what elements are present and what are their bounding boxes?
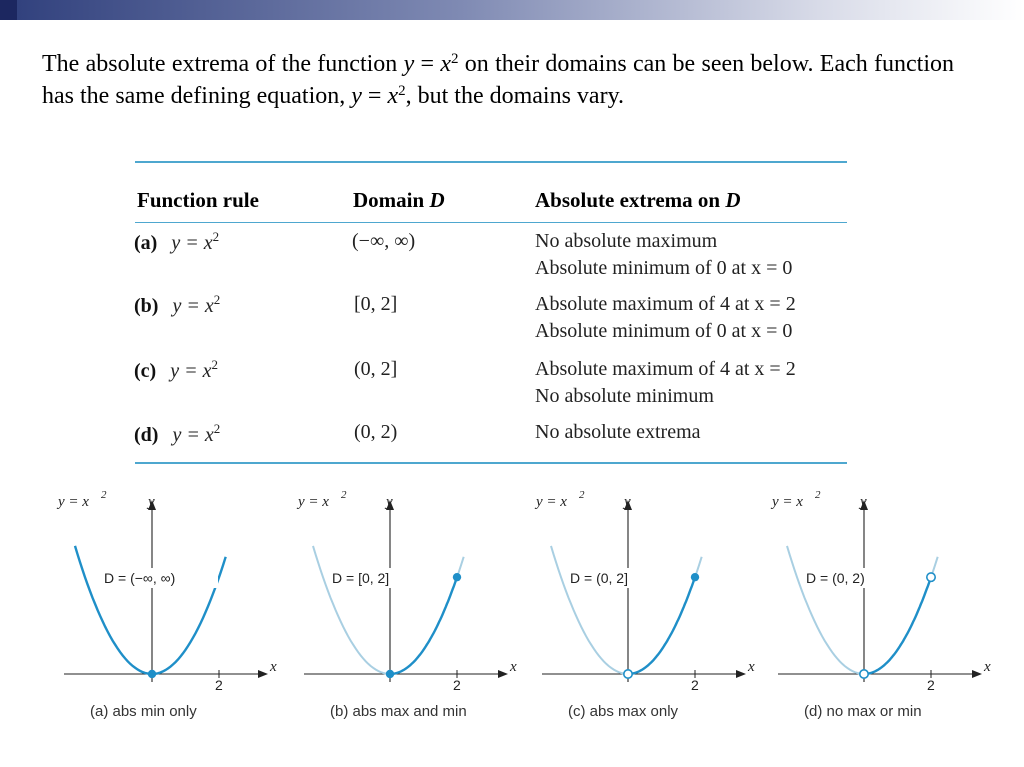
row-b-extrema-2: Absolute minimum of 0 at x = 0 [535, 320, 793, 342]
equation-exponent: 2 [341, 489, 347, 501]
row-a-extrema-2: Absolute minimum of 0 at x = 0 [535, 257, 793, 279]
max-point [453, 573, 461, 581]
graph-a-svg [50, 478, 290, 728]
graph-caption: (a) abs min only [90, 703, 197, 720]
domain-label: D = (0, 2] [570, 570, 628, 586]
row-a-rule: (a) $y = x^2$ [134, 229, 220, 254]
equation-exponent: 2 [579, 489, 585, 501]
row-c-rule: (c) $y = x^2$ [134, 357, 218, 382]
domain-label: D = (−∞, ∞) [104, 570, 176, 586]
equation-label: y = x [298, 494, 329, 510]
parabola-domain-curve [628, 577, 695, 674]
intro-paragraph: The absolute extrema of the function $y = x^2$ on their domains can be seen below. Each function has the same defining equation, $y = x^2$, but the domains vary. [42, 51, 955, 109]
x-tick-label: 2 [691, 677, 699, 693]
header-domain: Domain D [353, 188, 445, 212]
row-d-rule: (d) $y = x^2$ [134, 421, 221, 446]
x-tick-label: 2 [927, 677, 935, 693]
graph-d-svg [764, 478, 1004, 728]
row-c-extrema-1: Absolute maximum of 4 at x = 2 [535, 358, 796, 380]
parabola-faded-curve [551, 546, 702, 674]
min-point [860, 670, 868, 678]
x-axis-arrow [498, 670, 508, 678]
row-a-extrema-1: No absolute maximum [535, 230, 718, 252]
graph-b-svg [290, 478, 530, 728]
min-point [386, 670, 394, 678]
equation-exponent: 2 [101, 489, 107, 501]
title-bar-block [0, 0, 17, 20]
graph-c [528, 478, 768, 728]
graph-a [50, 478, 290, 728]
title-bar-gradient [0, 0, 1024, 20]
x-axis-arrow [736, 670, 746, 678]
min-point [624, 670, 632, 678]
min-point [148, 670, 156, 678]
row-d-extrema-1: No absolute extrema [535, 421, 701, 443]
equation-label: y = x [536, 494, 567, 510]
domain-label: D = [0, 2] [332, 570, 390, 586]
row-c-extrema-2: No absolute minimum [535, 385, 714, 407]
parabola-domain-curve [864, 577, 931, 674]
header-extrema: Absolute extrema on D [535, 188, 741, 212]
header-function-rule: Function rule [137, 188, 259, 212]
parabola-domain-curve [390, 577, 457, 674]
row-b-rule: (b) $y = x^2$ [134, 292, 221, 317]
x-axis-label: x [270, 659, 277, 675]
domain-label: D = (0, 2) [806, 570, 865, 586]
graph-caption: (d) no max or min [804, 703, 922, 720]
parabola-faded-curve [787, 546, 938, 674]
equation-label: y = x [772, 494, 803, 510]
row-b-extrema-1: Absolute maximum of 4 at x = 2 [535, 293, 796, 315]
equation-exponent: 2 [815, 489, 821, 501]
y-axis-label: y [148, 494, 155, 510]
y-axis-label: y [860, 494, 867, 510]
x-axis-arrow [258, 670, 268, 678]
y-axis-label: y [624, 494, 631, 510]
max-point [927, 573, 935, 581]
x-axis-arrow [972, 670, 982, 678]
table-top-rule [135, 161, 847, 163]
graph-caption: (c) abs max only [568, 703, 679, 720]
table-header-rule [135, 222, 847, 223]
row-d-domain: (0, 2) [354, 421, 398, 443]
x-axis-label: x [510, 659, 517, 675]
graph-caption: (b) abs max and min [330, 703, 467, 720]
x-tick-label: 2 [453, 677, 461, 693]
row-a-domain: (−∞, ∞) [352, 230, 416, 252]
table-bottom-rule [135, 462, 847, 464]
equation-label: y = x [58, 494, 89, 510]
graph-d [764, 478, 1004, 728]
graph-c-svg [528, 478, 768, 728]
graph-b [290, 478, 530, 728]
row-b-domain: [0, 2] [354, 293, 398, 315]
max-point [691, 573, 699, 581]
row-c-domain: (0, 2] [354, 358, 398, 380]
parabola-curve [75, 546, 226, 674]
x-tick-label: 2 [215, 677, 223, 693]
x-axis-label: x [984, 659, 991, 675]
y-axis-label: y [386, 494, 393, 510]
x-axis-label: x [748, 659, 755, 675]
parabola-faded-curve [313, 546, 464, 674]
